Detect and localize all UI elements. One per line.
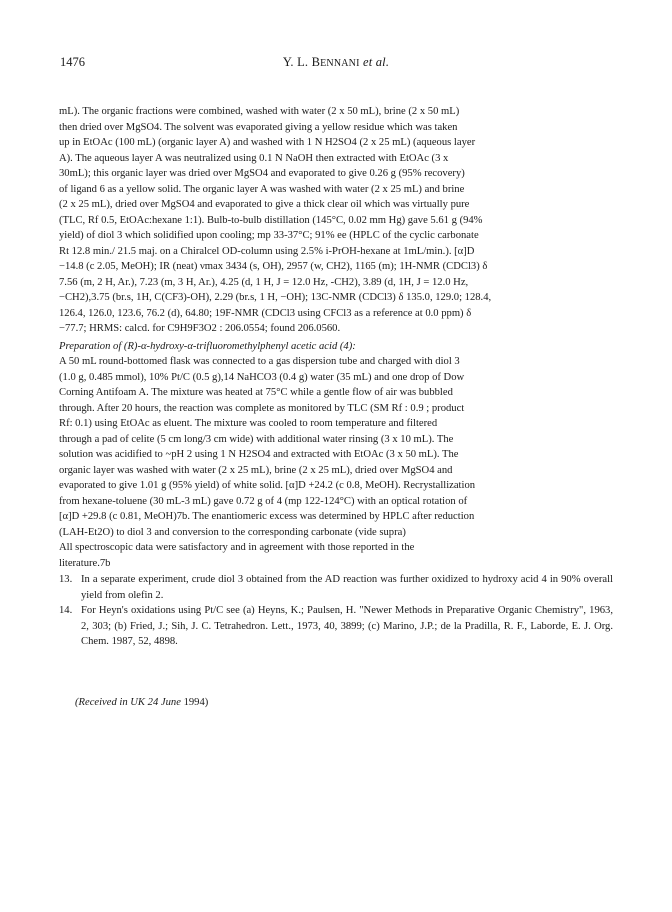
text-line: 7.56 (m, 2 H, Ar.), 7.23 (m, 3 H, Ar.), 4.25 (d, 1 H, J = 12.0 Hz, -CH2), 3.89 (d, 1H, J = 12.0 Hz, [59,276,469,288]
experimental-paragraph-2 [59,354,613,571]
footnote-14 [59,603,613,650]
received-month: June [160,697,181,708]
text-line: (1.0 g, 0.485 mmol), 10% Pt/C (0.5 g),14 NaHCO3 (0.4 g) water (35 mL) and one drop of Dow [59,371,465,383]
footnotes [59,572,613,650]
running-head-suffix: et al. [362,55,390,69]
footnote-13 [59,572,613,603]
running-head-prefix: Y. L. B [282,55,321,69]
text-line: from hexane-toluene (30 mL-3 mL) gave 0.72 g of 4 (mp 122-124°C) with an optical rotation of [59,495,468,507]
text-line: then dried over MgSO4. The solvent was evaporated giving a yellow residue which was taken [59,121,458,133]
received-date [75,697,208,708]
running-head-smallcaps: ENNANI [320,58,360,69]
text-line: 30mL); this organic layer was dried over MgSO4 and evaporated to give 0.26 g (95% recovery) [59,168,465,179]
text-line: 126.4, 126.0, 123.6, 76.2 (d), 64.80; 19F-NMR (CDCl3 using CFCl3 as a reference at 0.0 ppm) δ [59,307,472,319]
text-line: A). The aqueous layer A was neutralized using 0.1 N NaOH then extracted with EtOAc (3 x [59,152,449,164]
experimental-paragraph-1 [59,104,613,337]
running-head [0,55,672,70]
text-line: −CH2),3.75 (br.s, 1H, C(CF3)-OH), 2.29 (br.s, 1 H, −OH); 13C-NMR (CDCl3) δ 135.0, 129.0; 128.4, [59,292,492,303]
text-line: Corning Antifoam A. The mixture was heated at 75°C while a gentle flow of air was bubbled [59,387,453,398]
text-line: (2 x 25 mL), dried over MgSO4 and evaporated to give a thick clear oil which was virtually pure [59,199,470,210]
received-prefix: (Received in UK 24 [75,697,159,708]
text-line: Rt 12.8 min./ 21.5 maj. on a Chiralcel OD-column using 2.5% i-PrOH-hexane at 1mL/min.). [α]D [59,245,475,257]
text-line: solution was acidified to ~pH 2 using 1 N H2SO4 and extracted with EtOAc (3 x 50 mL). The [59,449,459,460]
text-line: of ligand 6 as a yellow solid. The organic layer A was washed with water (2 x 25 mL) and brine [59,183,465,195]
received-year: 1994) [183,697,209,708]
text-line: mL). The organic fractions were combined, washed with water (2 x 50 mL), brine (2 x 50 mL) [59,106,460,117]
text-line: organic layer was washed with water (2 x 25 mL), brine (2 x 25 mL), dried over MgSO4 and [59,464,453,476]
text-line: All spectroscopic data were satisfactory and in agreement with those reported in the [59,542,415,553]
text-line: (TLC, Rf 0.5, EtOAc:hexane 1:1). Bulb-to-bulb distillation (145°C, 0.02 mm Hg) gave 5.61 g (94% [59,214,483,226]
footnote-number: 13. [59,574,73,585]
text-line: through. After 20 hours, the reaction was complete as monitored by TLC (SM Rf : 0.9 ; product [59,402,465,414]
text-line: through a pad of celite (5 cm long/3 cm wide) with additional water rinsing (3 x 10 mL). The [59,433,454,445]
text-line: −77.7; HRMS: calcd. for C9H9F3O2 : 206.0554; found 206.0560. [59,323,341,334]
footnote-text: In a separate experiment, crude diol 3 obtained from the AD reaction was further oxidized to hydroxy acid 4 in 90% overall yield from olefin 2. [81,574,613,601]
text-line: (LAH-Et2O) to diol 3 and conversion to the corresponding carbonate (vide supra) [59,526,406,538]
text-line: up in EtOAc (100 mL) (organic layer A) and washed with 1 N H2SO4 (2 x 25 mL) (aqueous layer [59,137,476,148]
text-line: Rf: 0.1) using EtOAc as eluent. The mixture was cooled to room temperature and filtered [59,418,438,429]
footnote-number: 14. [59,605,73,616]
footnote-text: For Heyn's oxidations using Pt/C see (a) Heyns, K.; Paulsen, H. "Newer Methods in Preparative Organic Chemistry", 1963, 2, 303; (b) Fried, J.; Sih, J. C. Tetrahedron. Lett., 1973, 40, 3899; (c) Marino, J.P.; de la Pradilla, R. F., Laborde, E. J. Org. Chem. 1987, 52, 4898. [81,605,613,647]
text-line: [α]D +29.8 (c 0.81, MeOH)7b. The enantiomeric excess was determined by HPLC after reduction [59,511,475,522]
text-line: yield) of diol 3 which solidified upon cooling; mp 33-37°C; 91% ee (HPLC of the cyclic carbonate [59,230,479,241]
text-line: evaporated to give 1.01 g (95% yield) of white solid. [α]D +24.2 (c 0.8, MeOH). Recrystallization [59,480,476,491]
preparation-heading: Preparation of (R)-α-hydroxy-α-trifluoromethylphenyl acetic acid (4): [59,341,356,352]
text-line: −14.8 (c 2.05, MeOH); IR (neat) νmax 3434 (s, OH), 2957 (w, CH2), 1165 (m); 1H-NMR (CDCl3) δ [59,261,488,272]
text-line: literature.7b [59,557,111,569]
page-number: 1476 [60,55,85,69]
text-line: A 50 mL round-bottomed flask was connected to a gas dispersion tube and charged with diol 3 [59,356,460,367]
